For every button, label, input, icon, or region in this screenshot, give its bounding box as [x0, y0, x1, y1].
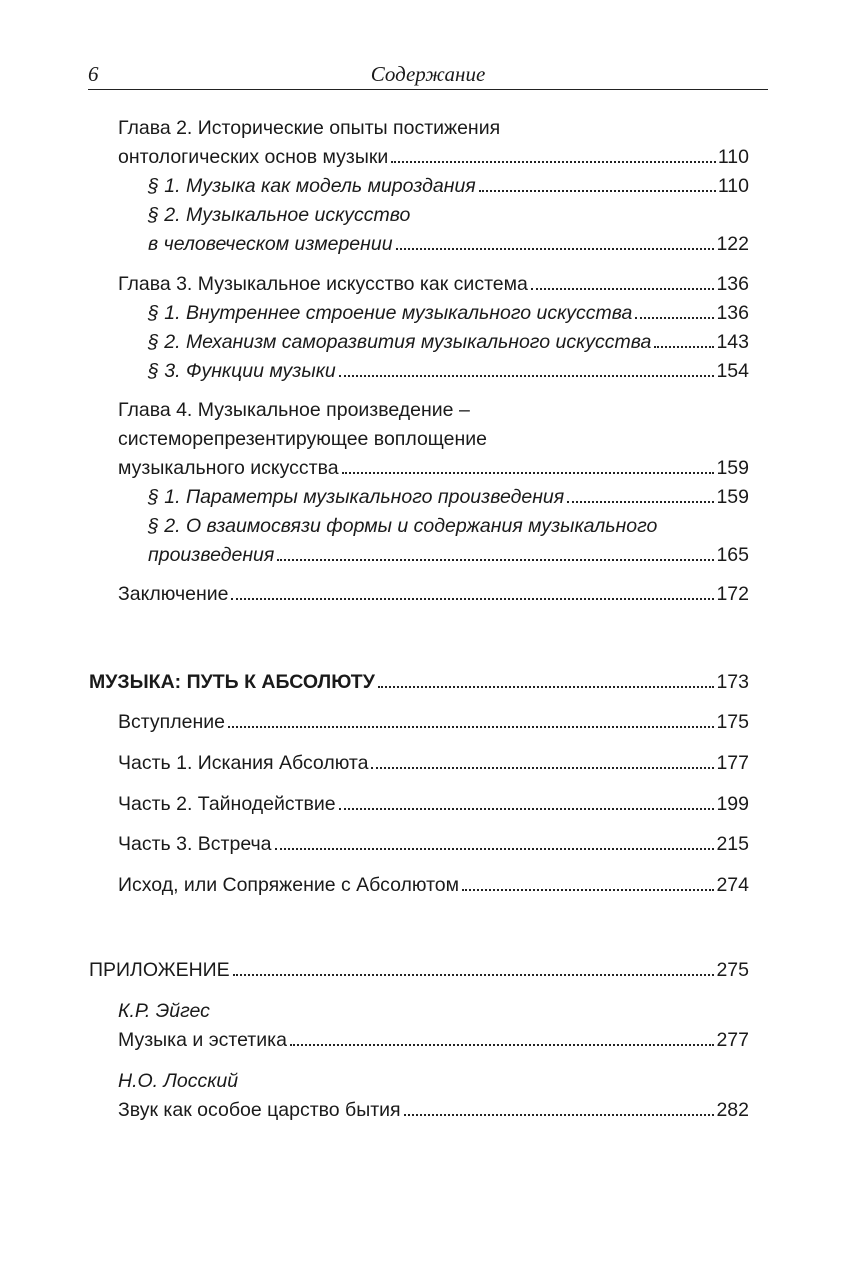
- entry-title-line: системорепрезентирующее воплощение: [118, 428, 487, 450]
- toc-entry-appendix-1: [118, 997, 749, 1055]
- dot-leader: [371, 767, 714, 769]
- dot-leader: [531, 288, 715, 290]
- entry-title: Музыка и эстетика: [118, 1029, 287, 1051]
- toc-entry-part-music-path: [89, 668, 749, 697]
- toc-entry-ch4-sec1: [148, 483, 749, 512]
- toc-entry-ch2-sec1: [148, 172, 749, 201]
- page-ref: 110: [717, 175, 749, 197]
- page-ref: 154: [716, 360, 749, 382]
- running-title: Содержание: [370, 62, 486, 86]
- toc-entry-part-2: [118, 790, 749, 819]
- dot-leader: [479, 190, 716, 192]
- entry-title: Заключение: [118, 583, 229, 605]
- entry-title-line: Глава 2. Исторические опыты постижения: [118, 117, 501, 139]
- dot-leader: [339, 808, 715, 810]
- page-number: 6: [88, 62, 99, 86]
- entry-title: § 1. Параметры музыкального произведения: [148, 486, 565, 508]
- page-ref: 173: [716, 671, 749, 693]
- entry-title: Исход, или Сопряжение с Абсолютом: [118, 874, 460, 896]
- page-ref: 136: [716, 302, 749, 324]
- toc-entry-ch3-sec1: [148, 299, 749, 328]
- dot-leader: [567, 501, 714, 503]
- dot-leader: [391, 161, 716, 163]
- page-ref: 110: [717, 146, 749, 168]
- entry-title: Часть 2. Тайнодействие: [118, 793, 336, 815]
- page-ref: 282: [716, 1099, 749, 1121]
- header-rule: [88, 89, 768, 90]
- entry-title-line: Глава 4. Музыкальное произведение –: [118, 399, 470, 421]
- toc-entry-appendix-2: [118, 1067, 749, 1125]
- entry-title-line: произведения: [148, 544, 275, 566]
- toc-entry-part-1: [118, 749, 749, 778]
- page-ref: 215: [716, 833, 749, 855]
- page-ref: 172: [716, 583, 749, 605]
- toc-entry-ch2-sec2: [148, 201, 749, 259]
- entry-title: Звук как особое царство бытия: [118, 1099, 401, 1121]
- toc-entry-introduction: [118, 708, 749, 737]
- page-ref: 165: [716, 544, 749, 566]
- dot-leader: [290, 1044, 715, 1046]
- dot-leader: [654, 346, 714, 348]
- dot-leader: [277, 559, 714, 561]
- entry-title: Вступление: [118, 711, 225, 733]
- page-ref: 274: [716, 874, 749, 896]
- entry-title-line: музыкального искусства: [118, 457, 339, 479]
- entry-title: § 2. Механизм саморазвития музыкального искусства: [148, 331, 652, 353]
- page-ref: 122: [716, 233, 749, 255]
- page-header: [88, 62, 768, 90]
- page-ref: 277: [716, 1029, 749, 1051]
- dot-leader: [462, 889, 714, 891]
- entry-title-line: в человеческом измерении: [148, 233, 393, 255]
- toc-entry-part-3: [118, 830, 749, 859]
- page-ref: 159: [716, 457, 749, 479]
- dot-leader: [396, 248, 715, 250]
- entry-title: § 1. Внутреннее строение музыкального искусства: [148, 302, 633, 324]
- toc-entry-chapter-3: [118, 270, 749, 299]
- entry-title-line: § 2. Музыкальное искусство: [148, 204, 411, 226]
- toc-entry-conclusion: [118, 580, 749, 609]
- dot-leader: [275, 848, 715, 850]
- page-ref: 136: [716, 273, 749, 295]
- page-ref: 143: [716, 331, 749, 353]
- entry-title: Часть 1. Искания Абсолюта: [118, 752, 369, 774]
- entry-title: § 1. Музыка как модель мироздания: [148, 175, 476, 197]
- toc-entry-exodus: [118, 871, 749, 900]
- author-name: К.Р. Эйгес: [118, 1000, 210, 1022]
- page-ref: 159: [716, 486, 749, 508]
- dot-leader: [342, 472, 715, 474]
- toc-entry-ch4-sec2: [148, 512, 749, 570]
- page-ref: 275: [716, 959, 749, 981]
- toc-entry-chapter-2: [118, 114, 749, 172]
- page-ref: 175: [716, 711, 749, 733]
- author-name: Н.О. Лосский: [118, 1070, 239, 1092]
- page-ref: 199: [716, 793, 749, 815]
- page-ref: 177: [716, 752, 749, 774]
- entry-title: Глава 3. Музыкальное искусство как система: [118, 273, 528, 295]
- entry-title: Часть 3. Встреча: [118, 833, 272, 855]
- toc-entry-ch3-sec2: [148, 328, 749, 357]
- entry-title: МУЗЫКА: ПУТЬ К АБСОЛЮТУ: [89, 671, 375, 693]
- dot-leader: [635, 317, 714, 319]
- dot-leader: [228, 726, 715, 728]
- dot-leader: [404, 1114, 715, 1116]
- dot-leader: [339, 375, 715, 377]
- entry-title: § 3. Функции музыки: [148, 360, 336, 382]
- toc-entry-chapter-4: [118, 396, 749, 483]
- dot-leader: [231, 598, 714, 600]
- entry-title-line: онтологических основ музыки: [118, 146, 389, 168]
- dot-leader: [233, 974, 715, 976]
- toc-entry-appendix: [89, 956, 749, 985]
- entry-title-line: § 2. О взаимосвязи формы и содержания музыкального: [148, 515, 658, 537]
- entry-title: ПРИЛОЖЕНИЕ: [89, 959, 230, 981]
- dot-leader: [378, 686, 715, 688]
- toc-entry-ch3-sec3: [148, 357, 749, 386]
